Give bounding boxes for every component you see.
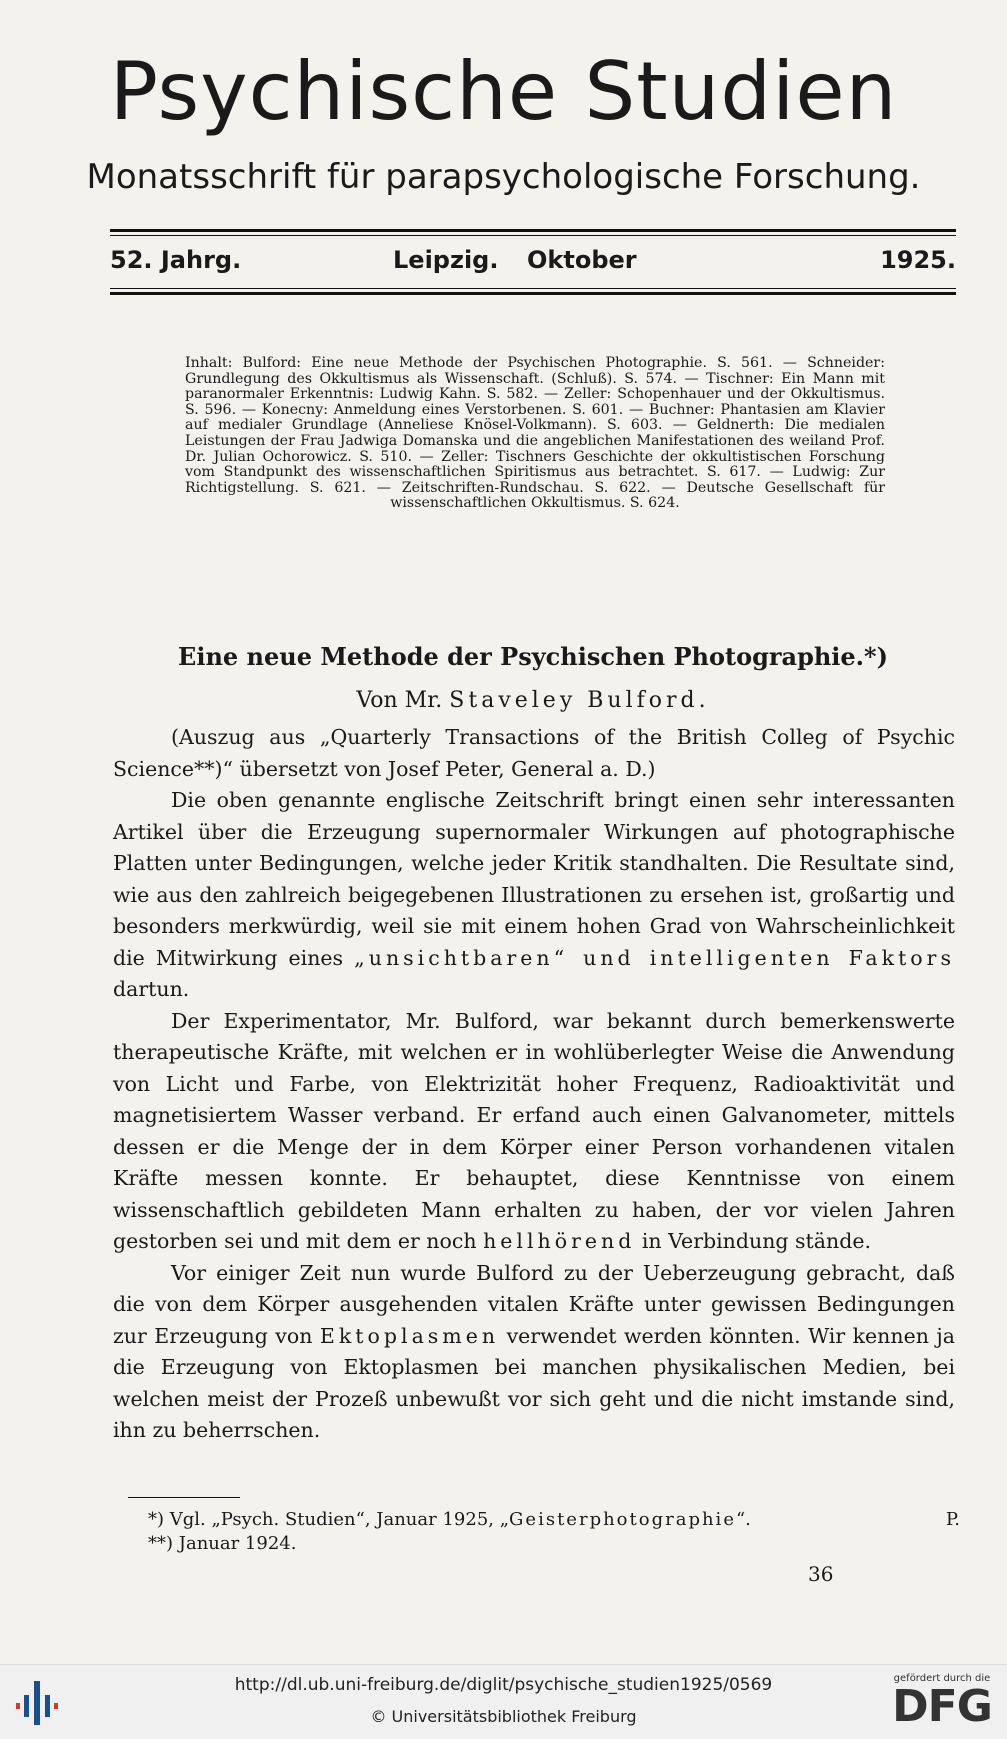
page-number: 36 (808, 1562, 834, 1586)
paragraph-1: Die oben genannte englische Zeitschrift bringt einen sehr interessanten Artikel über die Erzeugung supernormaler Wirkungen auf photographische Platten unter Bedingungen, welche jeder Kritik standhalten. Die Resultate sind, wie aus den zahlreich beigegebenen Illustrationen zu ersehen ist, großartig und besonders merkwürdig, weil sie mit einem hohen Grad von Wahrscheinlichkeit die Mitwirkung eines „unsichtbaren“ und intelligenten Faktors dartun. (113, 788, 955, 1001)
journal-subtitle: Monatsschrift für parapsychologische Forschung. (86, 157, 921, 197)
source-paragraph: (Auszug aus „Quarterly Transactions of the British Colleg of Psychic Science**)“ übersetzt von Josef Peter, General a. D.) (113, 725, 955, 781)
emphasis-text: „unsichtbaren“ und intelligenten Faktors (354, 945, 955, 970)
paragraph-3: Vor einiger Zeit nun wurde Bulford zu der Ueberzeugung gebracht, daß die von dem Körper ausgehenden vitalen Kräfte unter gewissen Bedingungen zur Erzeugung von Ektoplasmen verwendet werden könnten. Wir kennen ja die Erzeugung von Ektoplasmen bei manchen physikalischen Medien, bei welchen meist der Prozeß unbewußt vor sich geht und die nicht imstande sind, ihn zu beherrschen. (113, 1260, 955, 1442)
dfg-logo-icon: gefördert durch die DFG (892, 1673, 992, 1732)
top-rule-thin (110, 235, 956, 236)
volume-label: 52. Jahrg. (110, 246, 242, 274)
paragraph-2: Der Experimentator, Mr. Bulford, war bekannt durch bemerkenswerte therapeutische Kräfte, mit welchen er in wohlüberlegter Weise die Anwendung von Licht und Farbe, von Elektrizität hoher Frequenz, Radioaktivität und magnetisiertem Wasser verband. Er erfand auch einen Galvanometer, mittels dessen er die Menge der in dem Körper einer Person vorhandenen vitalen Kräfte messen konnte. Er behauptet, diese Kenntnisse von einem wissenschaftlich gebildeten Mann erhalten zu haben, der vor vielen Jahren gestorben sei und mit dem er noch hellhörend in Verbindung stände. (113, 1008, 955, 1253)
place-label: Leipzig. (393, 246, 499, 274)
byline-prefix: Von Mr. (356, 688, 443, 713)
emphasis-text: Ektoplasmen (319, 1323, 500, 1348)
bottom-rule-thick (110, 292, 956, 295)
top-rule-thick (110, 229, 956, 232)
journal-title: Psychische Studien (109, 45, 898, 138)
year-label: 1925. (880, 246, 956, 274)
permalink-link[interactable]: http://dl.ub.uni-freiburg.de/diglit/psychische_studien1925/0569 (234, 1675, 773, 1695)
byline-author: Staveley Bulford. (449, 688, 710, 713)
copyright-text: © Universitätsbibliothek Freiburg (370, 1707, 637, 1726)
table-of-contents: Inhalt: Bulford: Eine neue Methode der Psychischen Photographie. S. 561. — Schneider: Grundlegung des Okkultismus als Wissenschaft. (Schluß). S. 574. — Tischner: Ein Mann mit paranormaler Erkenntnis: Ludwig Kahn. S. 582. — Zeller: Schopenhauer und der Okkultismus. S. 596. — Konecny: Anmeldung eines Verstorbenen. S. 601. — Buchner: Phantasien am Klavier auf medialer Grundlage (Anneliese Knösel-Volkmann). S. 603. — Geldnerth: Die medialen Leistungen der Frau Jadwiga Domanska und die angeblichen Manifestationen des weiland Prof. Dr. Julian Ochorowicz. S. 510. — Zeller: Tischners Geschichte der okkultistischen Forschung vom Standpunkt des wissenschaftlichen Spiritismus aus betrachtet. S. 617. — Ludwig: Zur Richtigstellung. S. 621. — Zeitschriften-Rundschau. S. 622. — Deutsche Gesellschaft für wissenschaftlichen Okkultismus. S. 624. (185, 355, 885, 512)
footnote-rule (128, 1497, 240, 1498)
footnote-1: *) Vgl. „Psych. Studien“, Januar 1925, „Geisterphotographie“. P. (148, 1509, 960, 1530)
article-byline (110, 688, 956, 713)
article-body (113, 722, 955, 1447)
viewer-footer (0, 1664, 1007, 1739)
footnotes (148, 1508, 960, 1556)
emphasis-text: hellhörend (483, 1229, 636, 1253)
footnote-2: **) Januar 1924. (148, 1533, 297, 1554)
bottom-rule-thin (110, 288, 956, 289)
month-label: Oktober (527, 246, 637, 274)
article-title: Eine neue Methode der Psychischen Photographie.*) (178, 642, 888, 671)
dateline (110, 246, 956, 276)
